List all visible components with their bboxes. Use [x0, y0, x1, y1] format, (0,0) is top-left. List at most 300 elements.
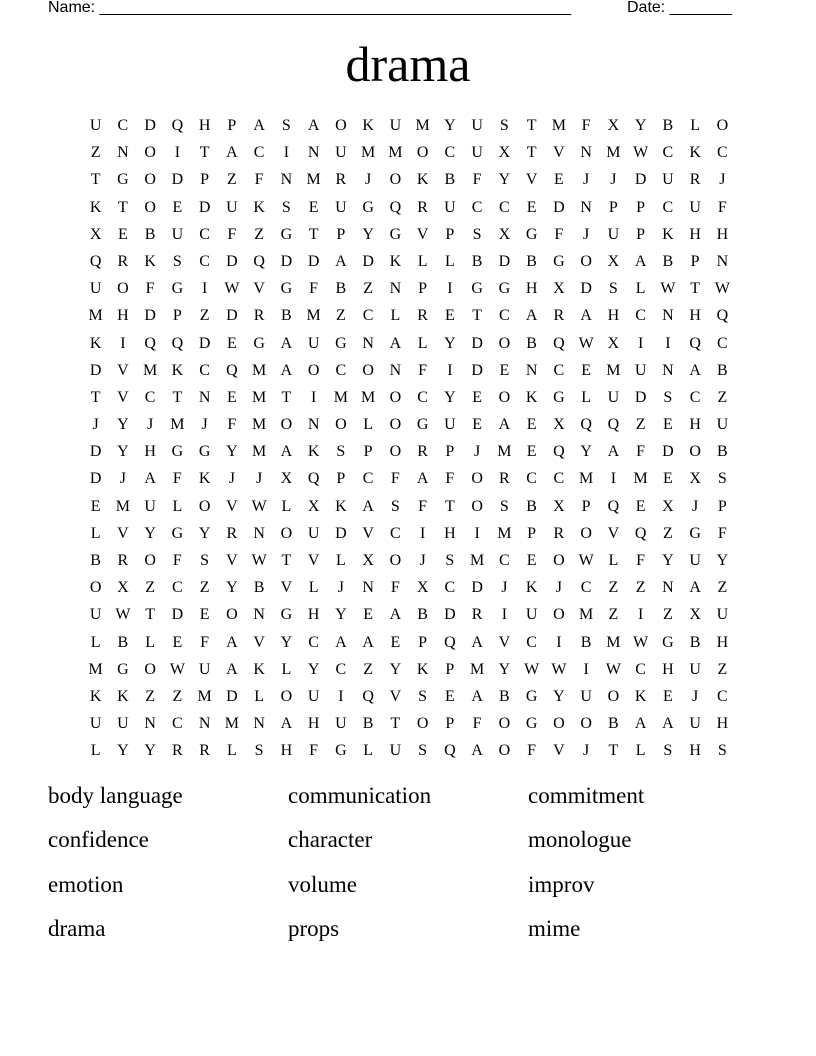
grid-letter: J [610, 171, 617, 189]
grid-letter: A [580, 307, 592, 325]
grid-letter: U [471, 144, 483, 162]
grid-letter: G [525, 687, 538, 705]
grid-letter: L [90, 524, 101, 542]
grid-letter: Y [662, 552, 674, 569]
grid-letter: K [416, 660, 429, 678]
grid-letter: F [200, 633, 210, 651]
grid-letter: O [144, 552, 156, 569]
grid-letter: P [636, 198, 646, 216]
grid-row [82, 601, 736, 628]
grid-letter: Q [689, 334, 701, 352]
grid-letter: S [663, 388, 673, 406]
grid-letter: W [224, 280, 240, 298]
grid-letter: C [526, 470, 537, 488]
grid-letter: U [335, 198, 347, 216]
grid-letter: T [444, 497, 455, 515]
grid-letter: K [253, 660, 265, 678]
grid-letter: O [389, 388, 402, 406]
grid-letter: P [636, 225, 646, 243]
grid-letter: A [335, 633, 347, 651]
grid-row [82, 574, 736, 601]
grid-letter: Z [90, 144, 101, 162]
grid-letter: E [90, 497, 101, 515]
grid-letter: M [306, 171, 321, 189]
grid-letter: F [172, 470, 182, 488]
grid-letter: M [497, 443, 512, 461]
grid-letter: B [580, 633, 592, 651]
grid-letter: Z [172, 687, 183, 705]
grid-letter: A [389, 606, 402, 624]
grid-row [82, 221, 736, 248]
grid-letter: B [253, 579, 265, 597]
grid-letter: K [171, 361, 184, 379]
grid-letter: U [471, 117, 483, 134]
grid-letter: R [226, 524, 238, 542]
grid-letter: W [660, 280, 676, 298]
grid-letter: O [689, 443, 701, 461]
grid-letter: J [201, 416, 208, 434]
grid-letter: F [472, 171, 482, 189]
grid-letter: R [117, 252, 129, 270]
grid-letter: O [89, 579, 102, 597]
grid-letter: N [389, 280, 402, 298]
grid-letter: B [362, 715, 374, 733]
grid-letter: B [417, 606, 428, 624]
grid-letter: J [692, 497, 699, 515]
grid-letter: U [89, 280, 102, 298]
grid-letter: O [498, 742, 511, 760]
grid-letter: D [226, 687, 238, 705]
grid-letter: X [607, 334, 620, 352]
grid-letter: Y [444, 117, 456, 134]
grid-letter: K [662, 225, 674, 243]
grid-letter: G [525, 225, 538, 243]
grid-letter: C [635, 660, 646, 678]
grid-letter: D [634, 388, 647, 406]
grid-letter: X [607, 117, 620, 134]
grid-letter: E [363, 606, 374, 624]
grid-letter: H [607, 307, 620, 325]
grid-letter: J [337, 579, 344, 597]
grid-letter: H [716, 715, 729, 733]
grid-letter: O [144, 171, 156, 189]
grid-letter: D [198, 334, 211, 352]
search-word: drama [48, 915, 106, 941]
grid-letter: Z [635, 416, 646, 434]
grid-letter: H [716, 633, 729, 651]
grid-letter: B [662, 117, 674, 134]
grid-letter: R [117, 552, 129, 569]
grid-letter: S [418, 742, 428, 760]
grid-letter: W [115, 606, 131, 624]
grid-letter: X [498, 225, 511, 243]
grid-letter: S [717, 742, 727, 760]
grid-letter: L [690, 117, 701, 134]
grid-letter: V [226, 552, 238, 569]
grid-letter: Q [634, 524, 647, 542]
grid-letter: Q [307, 470, 320, 488]
grid-letter: N [253, 606, 265, 624]
grid-letter: D [471, 334, 483, 352]
grid-letter: Y [117, 742, 129, 760]
grid-letter: J [474, 443, 481, 461]
grid-letter: G [335, 334, 347, 352]
grid-letter: A [525, 307, 538, 325]
grid-letter: A [307, 117, 320, 134]
grid-letter: G [171, 443, 184, 461]
grid-letter: J [583, 225, 590, 243]
grid-letter: K [117, 687, 129, 705]
grid-letter: H [525, 280, 538, 298]
grid-letter: F [717, 524, 727, 542]
grid-letter: B [689, 633, 701, 651]
grid-letter: M [633, 470, 648, 488]
grid-letter: Z [662, 606, 673, 624]
grid-letter: E [390, 633, 401, 651]
grid-letter: L [281, 497, 292, 515]
grid-letter: K [689, 144, 701, 162]
grid-letter: L [90, 633, 101, 651]
grid-letter: M [170, 416, 185, 434]
grid-letter: C [717, 687, 728, 705]
grid-letter: V [307, 552, 320, 569]
grid-letter: M [306, 307, 321, 325]
grid-letter: K [198, 470, 211, 488]
grid-letter: E [526, 552, 537, 569]
grid-letter: E [581, 361, 592, 379]
grid-letter: M [606, 144, 621, 162]
grid-letter: T [90, 171, 101, 189]
grid-letter: G [280, 225, 293, 243]
grid-letter: M [470, 660, 485, 678]
grid-letter: F [636, 443, 646, 461]
grid-row [82, 112, 736, 139]
grid-letter: K [89, 687, 102, 705]
grid-letter: C [199, 225, 210, 243]
grid-letter: O [226, 606, 238, 624]
grid-letter: C [499, 198, 510, 216]
grid-letter: A [253, 117, 265, 134]
grid-letter: U [117, 715, 129, 733]
grid-letter: F [418, 497, 428, 515]
grid-letter: G [471, 280, 483, 298]
search-word: character [288, 827, 373, 853]
grid-letter: G [525, 715, 538, 733]
grid-letter: K [253, 198, 265, 216]
grid-letter: D [144, 307, 156, 325]
grid-letter: J [555, 579, 562, 597]
grid-letter: V [117, 524, 129, 542]
grid-letter: A [335, 252, 347, 270]
grid-letter: N [253, 715, 265, 733]
grid-letter: Z [608, 579, 619, 597]
grid-letter: C [689, 388, 701, 406]
grid-letter: U [335, 144, 347, 162]
grid-letter: U [662, 171, 674, 189]
grid-letter: U [689, 198, 701, 216]
grid-row [82, 357, 736, 384]
grid-letter: O [198, 497, 211, 515]
grid-letter: A [389, 334, 402, 352]
grid-letter: B [608, 715, 619, 733]
grid-letter: G [662, 633, 674, 651]
grid-letter: J [228, 470, 235, 488]
grid-letter: C [717, 334, 728, 352]
grid-row [82, 737, 736, 764]
grid-letter: G [689, 524, 701, 542]
grid-letter: N [525, 361, 538, 379]
grid-letter: F [309, 742, 319, 760]
search-word: monologue [528, 827, 632, 853]
grid-letter: I [447, 361, 453, 379]
grid-letter: W [169, 660, 185, 678]
grid-letter: F [390, 579, 400, 597]
grid-letter: B [117, 633, 129, 651]
grid-row [82, 384, 736, 411]
grid-letter: X [553, 280, 565, 298]
grid-letter: M [388, 144, 403, 162]
grid-letter: U [89, 715, 102, 733]
grid-letter: O [607, 687, 620, 705]
grid-letter: Z [226, 171, 237, 189]
grid-letter: T [526, 117, 537, 134]
grid-letter: B [444, 171, 456, 189]
grid-letter: G [416, 416, 429, 434]
grid-letter: B [281, 307, 292, 325]
grid-letter: A [662, 715, 674, 733]
grid-letter: S [390, 497, 400, 515]
grid-letter: O [307, 361, 320, 379]
page-title: drama [345, 36, 471, 92]
grid-letter: T [526, 144, 537, 162]
grid-letter: B [526, 252, 537, 270]
grid-letter: S [663, 742, 673, 760]
grid-letter: E [226, 334, 237, 352]
grid-letter: P [336, 225, 346, 243]
grid-row [82, 248, 736, 275]
grid-letter: V [117, 388, 129, 406]
grid-letter: Z [717, 660, 728, 678]
grid-letter: C [362, 307, 374, 325]
grid-letter: J [419, 552, 426, 569]
grid-letter: E [226, 388, 237, 406]
grid-letter: O [117, 280, 129, 298]
grid-letter: X [689, 606, 701, 624]
grid-letter: A [471, 633, 483, 651]
grid-row [82, 465, 736, 492]
grid-letter: Y [144, 742, 156, 760]
grid-letter: M [333, 388, 348, 406]
grid-letter: K [89, 334, 102, 352]
grid-letter: E [308, 198, 319, 216]
grid-letter: C [580, 579, 592, 597]
grid-letter: C [172, 579, 183, 597]
grid-letter: I [665, 334, 671, 352]
grid-letter: D [226, 307, 238, 325]
grid-letter: B [144, 225, 156, 243]
grid-letter: S [445, 552, 455, 569]
grid-letter: O [553, 715, 565, 733]
grid-letter: N [198, 715, 211, 733]
grid-letter: H [280, 742, 293, 760]
grid-letter: J [501, 579, 508, 597]
grid-letter: S [472, 225, 482, 243]
grid-letter: Y [335, 606, 347, 624]
grid-letter: L [363, 742, 374, 760]
grid-letter: C [662, 198, 674, 216]
grid-letter: J [583, 171, 590, 189]
grid-letter: N [362, 579, 374, 597]
grid-letter: K [525, 579, 538, 597]
grid-letter: U [226, 198, 238, 216]
grid-letter: X [117, 579, 129, 597]
grid-letter: Q [716, 307, 729, 325]
grid-letter: W [714, 280, 730, 298]
grid-letter: E [553, 171, 564, 189]
grid-letter: I [201, 280, 208, 298]
grid-letter: K [144, 252, 156, 270]
grid-letter: C [335, 660, 347, 678]
grid-letter: C [362, 470, 374, 488]
grid-letter: Y [444, 388, 456, 406]
grid-letter: D [553, 198, 565, 216]
grid-letter: R [253, 307, 265, 325]
grid-letter: U [689, 715, 701, 733]
grid-letter: L [581, 388, 592, 406]
grid-letter: H [662, 660, 674, 678]
grid-letter: I [637, 334, 644, 352]
grid-letter: A [416, 470, 429, 488]
grid-letter: V [226, 497, 238, 515]
grid-letter: P [418, 280, 428, 298]
grid-letter: H [307, 715, 320, 733]
grid-letter: N [662, 361, 674, 379]
grid-letter: H [117, 307, 129, 325]
grid-letter: O [389, 552, 402, 569]
grid-letter: I [637, 606, 644, 624]
grid-letter: P [445, 715, 455, 733]
grid-letter: Z [145, 687, 156, 705]
grid-letter: F [418, 361, 428, 379]
grid-letter: I [610, 470, 617, 488]
grid-letter: A [471, 687, 483, 705]
grid-letter: O [280, 416, 293, 434]
grid-letter: L [90, 742, 101, 760]
grid-letter: C [335, 361, 347, 379]
grid-letter: Y [634, 117, 647, 134]
grid-letter: T [281, 388, 292, 406]
grid-letter: P [717, 497, 727, 515]
grid-letter: L [308, 579, 319, 597]
grid-letter: Z [635, 579, 646, 597]
grid-letter: D [471, 579, 483, 597]
grid-letter: P [200, 171, 210, 189]
grid-letter: O [498, 334, 511, 352]
grid-letter: G [362, 198, 374, 216]
grid-letter: T [117, 198, 128, 216]
grid-letter: V [117, 361, 129, 379]
grid-letter: V [389, 687, 402, 705]
grid-letter: W [605, 660, 621, 678]
grid-letter: E [526, 198, 537, 216]
grid-letter: H [716, 225, 729, 243]
grid-letter: E [662, 470, 673, 488]
grid-letter: K [362, 117, 374, 134]
grid-letter: F [527, 742, 537, 760]
grid-letter: U [634, 361, 647, 379]
grid-letter: Z [199, 579, 210, 597]
grid-letter: O [144, 198, 156, 216]
grid-letter: E [526, 416, 537, 434]
grid-letter: G [335, 742, 347, 760]
grid-letter: P [172, 307, 182, 325]
grid-letter: O [471, 470, 483, 488]
grid-letter: K [335, 497, 347, 515]
grid-letter: I [447, 280, 453, 298]
grid-letter: D [634, 171, 647, 189]
grid-letter: H [689, 307, 701, 325]
grid-letter: J [692, 687, 699, 705]
grid-letter: Y [144, 524, 156, 542]
grid-letter: W [251, 497, 267, 515]
grid-letter: O [716, 117, 729, 134]
grid-letter: F [581, 117, 591, 134]
grid-letter: L [335, 552, 346, 569]
grid-letter: X [416, 579, 429, 597]
grid-letter: C [117, 117, 129, 134]
grid-letter: I [556, 633, 562, 651]
search-word: improv [528, 871, 595, 897]
grid-letter: Q [553, 443, 565, 461]
grid-letter: F [554, 225, 564, 243]
grid-letter: D [226, 252, 238, 270]
grid-letter: W [633, 144, 649, 162]
grid-letter: P [445, 443, 455, 461]
grid-letter: V [362, 524, 374, 542]
grid-letter: S [608, 280, 618, 298]
grid-letter: E [472, 388, 483, 406]
grid-letter: C [471, 198, 483, 216]
grid-row [82, 302, 736, 329]
grid-letter: F [227, 416, 237, 434]
grid-letter: F [445, 470, 455, 488]
search-word: props [288, 915, 340, 941]
grid-letter: W [578, 552, 594, 569]
grid-letter: O [416, 144, 429, 162]
grid-letter: C [253, 144, 265, 162]
grid-letter: N [307, 144, 320, 162]
grid-letter: S [254, 742, 264, 760]
grid-letter: C [172, 715, 183, 733]
grid-letter: L [444, 252, 455, 270]
grid-letter: C [499, 552, 510, 569]
grid-letter: E [199, 606, 210, 624]
grid-letter: X [662, 497, 674, 515]
grid-letter: P [527, 524, 537, 542]
grid-letter: C [444, 144, 456, 162]
grid-letter: N [389, 361, 402, 379]
grid-letter: Y [226, 579, 238, 597]
grid-letter: W [578, 334, 594, 352]
search-word: emotion [48, 871, 124, 897]
grid-letter: D [471, 361, 483, 379]
grid-letter: X [553, 416, 565, 434]
grid-letter: M [224, 715, 239, 733]
grid-letter: A [634, 252, 647, 270]
grid-letter: M [252, 443, 267, 461]
grid-letter: P [690, 252, 700, 270]
grid-letter: Z [717, 388, 728, 406]
